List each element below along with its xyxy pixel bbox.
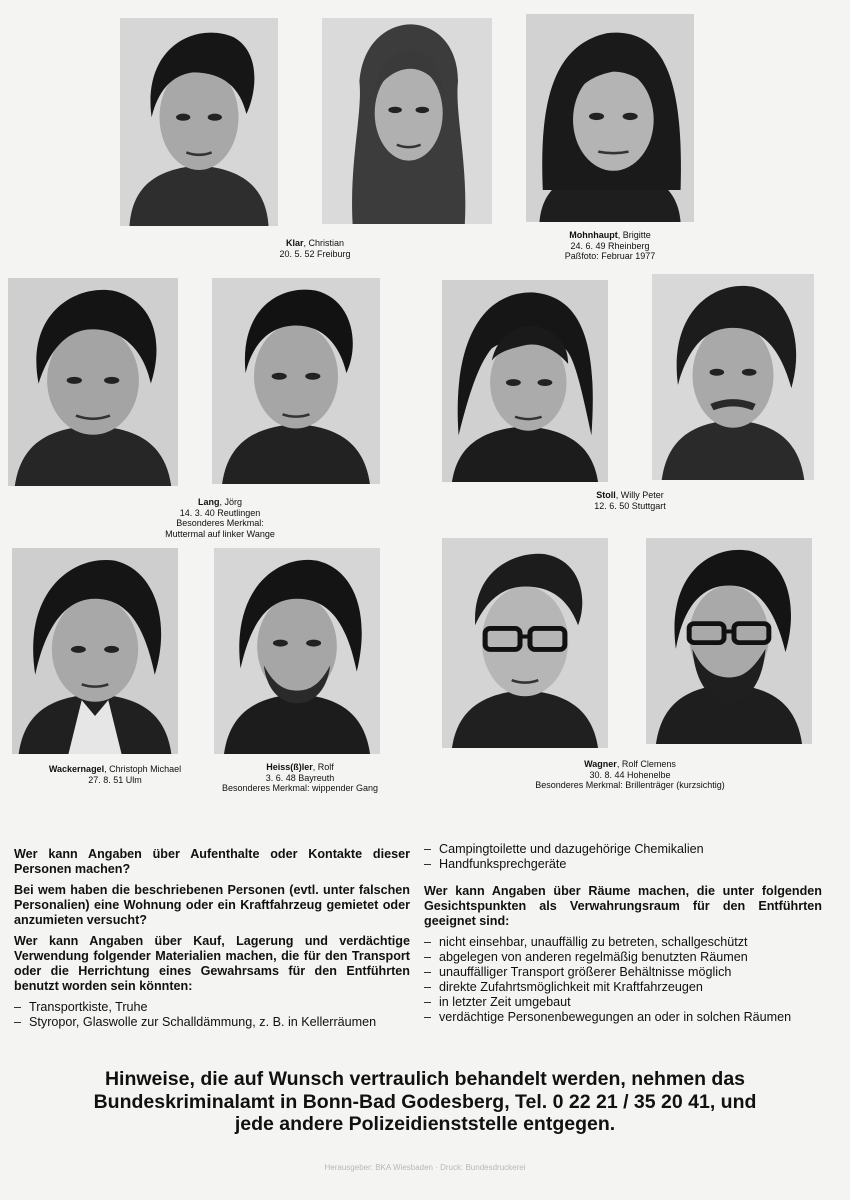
caption-line: Muttermal auf linker Wange [165,528,275,539]
portrait-photo-5 [212,278,380,484]
portrait-image-3 [526,14,694,222]
portrait-photo-10 [442,538,608,748]
caption-name-line [545,490,715,501]
caption-name-line [20,764,210,775]
caption-given-name: , Christian [303,238,345,248]
portrait-photo-4 [8,278,178,486]
questions-left-column [14,847,410,1036]
contact-notice [10,1068,840,1136]
caption-surname: Mohnhaupt [569,230,618,240]
caption-line: 27. 8. 51 Ulm [88,774,142,785]
portrait-photo-3 [526,14,694,222]
caption-surname: Lang [197,497,220,507]
caption-mohnhaupt [525,230,695,262]
portrait-image-5 [212,278,380,484]
portrait-photo-6 [442,280,608,482]
caption-name-line [525,759,735,770]
list-item: – verdächtige Personenbewegungen an oder in solchen Räumen [424,1010,822,1025]
caption-surname: Stoll [596,490,616,500]
caption-line: 3. 6. 48 Bayreuth [265,772,335,783]
caption-line: 12. 6. 50 Stuttgart [594,500,666,511]
caption-name-line [120,497,320,508]
caption-lang [120,497,320,539]
caption-line: Besonderes Merkmal: Brillenträger (kurzsichtig) [535,780,725,790]
list-item: – Styropor, Glaswolle zur Schalldämmung, z. B. in Kellerräumen [14,1015,410,1030]
caption-line: Paßfoto: Februar 1977 [564,251,656,261]
caption-surname: Klar [285,238,304,248]
list-item: – unauffälliger Transport größerer Behältnisse möglich [424,965,822,980]
portrait-photo-1 [120,18,278,226]
list-item: – direkte Zufahrtsmöglichkeit mit Kraftfahrzeugen [424,980,822,995]
portrait-photo-7 [652,274,814,480]
question-rooms: Wer kann Angaben über Räume machen, die unter folgenden Gesichtspunkten als Verwahrungsraum für den Entführten geeignet sind: [424,884,822,928]
question-contacts: Wer kann Angaben über Aufenthalte oder Kontakte dieser Personen machen? [14,847,410,876]
caption-wackernagel [20,764,210,785]
caption-name-line [525,230,695,241]
notice-line: jede andere Polizeidienststelle entgegen. [234,1113,616,1135]
caption-name-line [210,762,390,773]
question-materials: Wer kann Angaben über Kauf, Lagerung und verdächtige Verwendung folgender Materialien machen, die für den Transport oder die Herrichtung eines Gewahrsams für den Entführten benutzt worden sein könnten: [14,934,410,993]
caption-surname: Wagner [584,759,617,769]
questions-right-column [424,842,822,1031]
caption-line: 30. 8. 44 Hohenelbe [589,769,671,780]
room-criteria-list [424,935,822,1025]
list-item: – abgelegen von anderen regelmäßig benutzten Räumen [424,950,822,965]
portrait-image-7 [652,274,814,480]
list-item: – Campingtoilette und dazugehörige Chemikalien [424,842,822,857]
caption-wagner [525,759,735,791]
caption-given-name: , Christoph Michael [104,764,182,774]
caption-line: Besonderes Merkmal: [176,518,264,528]
portrait-photo-11 [646,538,812,744]
materials-list [14,1000,410,1030]
caption-surname: Wackernagel [48,764,105,774]
portrait-image-9 [214,548,380,754]
caption-surname: Heiss(ß)ler [266,762,313,772]
portrait-photo-9 [214,548,380,754]
portrait-image-4 [8,278,178,486]
caption-klar [230,238,400,259]
caption-line: 14. 3. 40 Reutlingen [179,507,261,518]
materials-list-continued [424,842,822,872]
caption-given-name: , Rolf [312,762,334,772]
portrait-image-11 [646,538,812,744]
portrait-image-1 [120,18,278,226]
portrait-image-2 [322,18,492,224]
portrait-image-10 [442,538,608,748]
caption-name-line [230,238,400,249]
notice-line: Bundeskriminalamt in Bonn-Bad Godesberg, Tel. 0 22 21 / 35 20 41, und [93,1090,757,1113]
caption-line: Besonderes Merkmal: wippender Gang [221,783,379,793]
portrait-photo-8 [12,548,178,754]
question-rental: Bei wem haben die beschriebenen Personen (evtl. unter falschen Personalien) eine Wohnung oder ein Kraftfahrzeug gemietet oder anzumieten versucht? [14,883,410,927]
caption-given-name: , Jörg [219,497,242,507]
caption-heissler [210,762,390,794]
list-item: – nicht einsehbar, unauffällig zu betreten, schallgeschützt [424,935,822,950]
portrait-image-8 [12,548,178,754]
caption-line: 24. 6. 49 Rheinberg [570,240,650,251]
caption-stoll [545,490,715,511]
publisher-imprint: Herausgeber: BKA Wiesbaden · Druck: Bundesdruckerei [324,1163,526,1172]
list-item: – Handfunksprechgeräte [424,857,822,872]
list-item: – Transportkiste, Truhe [14,1000,410,1015]
portrait-photo-2 [322,18,492,224]
caption-given-name: , Brigitte [617,230,651,240]
caption-given-name: , Willy Peter [615,490,664,500]
list-item: – in letzter Zeit umgebaut [424,995,822,1010]
portrait-image-6 [442,280,608,482]
notice-line: Hinweise, die auf Wunsch vertraulich behandelt werden, nehmen das [104,1068,746,1090]
caption-given-name: , Rolf Clemens [616,759,676,769]
caption-line: 20. 5. 52 Freiburg [279,248,351,259]
